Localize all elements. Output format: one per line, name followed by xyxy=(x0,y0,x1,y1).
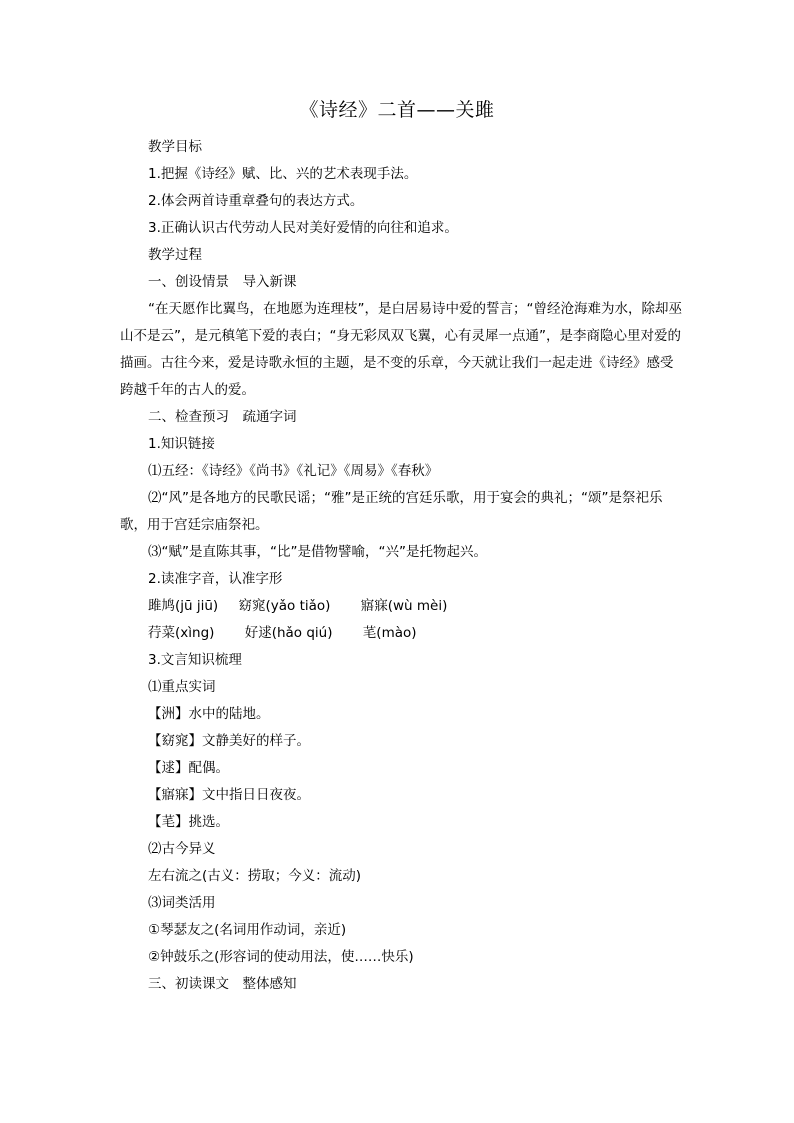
page-title: 《诗经》二首——关雎 xyxy=(299,99,495,121)
word-class-item-1: ①琴瑟友之(名词用作动词，亲近) xyxy=(148,922,347,938)
part3-heading: 三、初读课文 整体感知 xyxy=(148,976,297,992)
pron-word: 雎鸠(jū jiū) xyxy=(148,598,219,614)
pron-word: 好逑(hǎo qiú) xyxy=(244,625,333,641)
goal-2: 2.体会两首诗重章叠句的表达方式。 xyxy=(148,193,364,209)
pronunciation-row-2 xyxy=(148,620,682,647)
key-word-2: 【窈窕】文静美好的样子。 xyxy=(148,733,310,749)
word-class-item-2: ②钟鼓乐之(形容词的使动用法，使……快乐) xyxy=(148,949,414,965)
part2-heading: 二、检查预习 疏通字词 xyxy=(148,409,297,425)
pron-word: 窈窕(yǎo tiǎo) xyxy=(238,598,331,614)
pron-word: 荇菜(xìng) xyxy=(148,625,215,641)
goal-1: 1.把握《诗经》赋、比、兴的艺术表现手法。 xyxy=(148,166,418,182)
part1-heading: 一、创设情景 导入新课 xyxy=(148,274,297,290)
ancient-modern-heading: ⑵古今异义 xyxy=(148,841,216,857)
knowledge-item-2: ⑵“风”是各地方的民歌民谣；“雅”是正统的宫廷乐歌，用于宴会的典礼；“颂”是祭祀乐歌，用于宫廷宗庙祭祀。 xyxy=(120,490,663,533)
key-word-4: 【寤寐】文中指日日夜夜。 xyxy=(148,787,310,803)
key-words-heading: ⑴重点实词 xyxy=(148,679,216,695)
key-word-1: 【洲】水中的陆地。 xyxy=(148,706,270,722)
knowledge-item-1: ⑴五经：《诗经》《尚书》《礼记》《周易》《春秋》 xyxy=(148,463,439,479)
process-heading: 教学过程 xyxy=(148,247,202,263)
key-word-3: 【逑】配偶。 xyxy=(148,760,229,776)
classical-knowledge-heading: 3.文言知识梳理 xyxy=(148,652,242,668)
goal-3: 3.正确认识古代劳动人民对美好爱情的向往和追求。 xyxy=(148,220,458,236)
key-word-5: 【芼】挑选。 xyxy=(148,814,229,830)
pron-word: 芼(mào) xyxy=(362,625,417,641)
ancient-modern-item-1: 左右流之(古义：捞取；今义：流动) xyxy=(148,868,362,884)
knowledge-item-3: ⑶“赋”是直陈其事，“比”是借物譬喻，“兴”是托物起兴。 xyxy=(148,544,487,560)
pronunciation-heading: 2.读准字音，认准字形 xyxy=(148,571,283,587)
word-class-heading: ⑶词类活用 xyxy=(148,895,216,911)
intro-paragraph: “在天愿作比翼鸟，在地愿为连理枝”，是白居易诗中爱的誓言；“曾经沧海难为水，除却巫山不是云”，是元稹笔下爱的表白；“身无彩凤双飞翼，心有灵犀一点通”，是李商隐心里对爱的描画。古往今来，爱是诗歌永恒的主题，是不变的乐章，今天就让我们一起走进《诗经》感受跨越千年的古人的爱。 xyxy=(120,301,682,398)
knowledge-heading: 1.知识链接 xyxy=(148,436,215,452)
goals-heading: 教学目标 xyxy=(148,139,202,155)
pron-word: 寤寐(wù mèi) xyxy=(360,598,448,614)
pronunciation-row-1 xyxy=(148,593,682,620)
